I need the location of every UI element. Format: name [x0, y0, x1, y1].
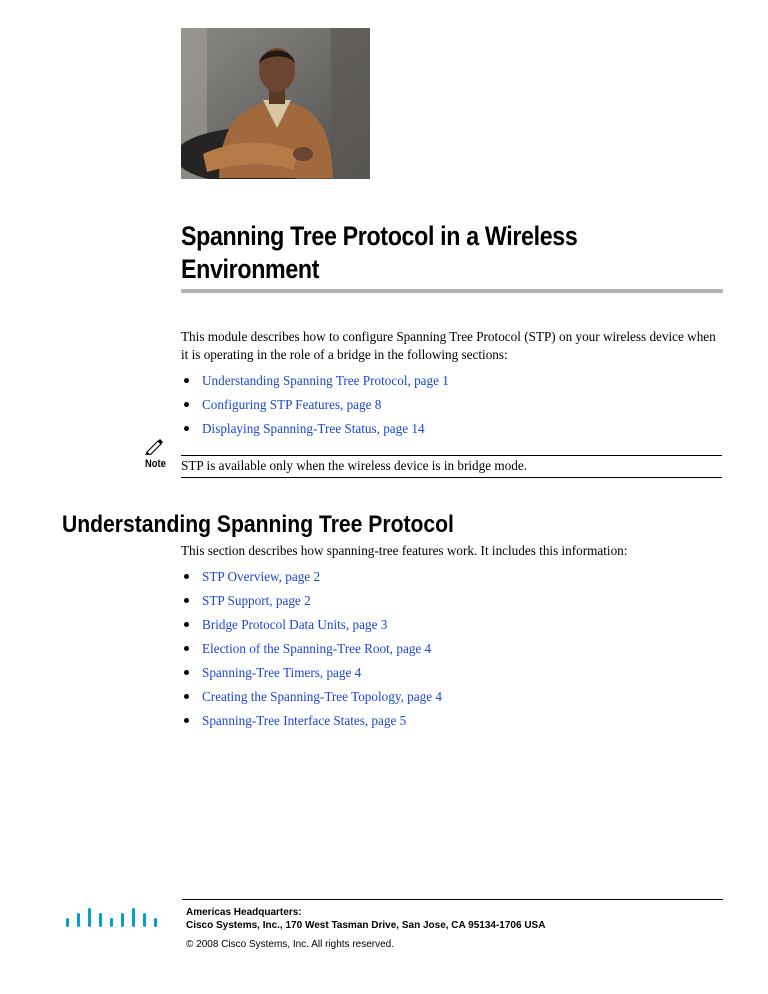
- section-link[interactable]: Election of the Spanning-Tree Root, page 4: [202, 641, 432, 656]
- intro-paragraph: This module describes how to configure Spanning Tree Protocol (STP) on your wireless device when it is operating in the role of a bridge in the following sections:: [181, 329, 716, 362]
- bullet-icon: [184, 670, 189, 675]
- toc-link[interactable]: Configuring STP Features, page 8: [202, 397, 382, 412]
- title-divider: [181, 289, 723, 293]
- section-link[interactable]: Creating the Spanning-Tree Topology, page 4: [202, 689, 442, 704]
- bullet-icon: [184, 402, 189, 407]
- note-bottom-rule: [181, 477, 722, 478]
- footer-divider: [182, 899, 723, 900]
- list-item: [181, 396, 449, 420]
- bullet-icon: [184, 646, 189, 651]
- list-item: [181, 640, 442, 664]
- list-item: [181, 664, 442, 688]
- bullet-icon: [184, 378, 189, 383]
- section-contents-list: [181, 568, 442, 736]
- document-title: Spanning Tree Protocol in a Wireless Environment: [181, 221, 578, 284]
- list-item: [181, 568, 442, 592]
- list-item: [181, 592, 442, 616]
- bullet-icon: [184, 426, 189, 431]
- cisco-bars-icon: [60, 905, 160, 931]
- hero-photo: [181, 28, 370, 179]
- copyright-notice: © 2008 Cisco Systems, Inc. All rights reserved.: [186, 939, 395, 950]
- bullet-icon: [184, 598, 189, 603]
- section-link[interactable]: Spanning-Tree Interface States, page 5: [202, 713, 407, 728]
- bullet-icon: [184, 694, 189, 699]
- list-item: [181, 616, 442, 640]
- section-link[interactable]: Bridge Protocol Data Units, page 3: [202, 617, 388, 632]
- list-item: [181, 688, 442, 712]
- note-text: STP is available only when the wireless device is in bridge mode.: [181, 458, 527, 473]
- section-intro: This section describes how spanning-tree features work. It includes this information:: [181, 543, 628, 558]
- list-item: [181, 712, 442, 736]
- toc-link[interactable]: Understanding Spanning Tree Protocol, page 1: [202, 373, 449, 388]
- section-link[interactable]: STP Support, page 2: [202, 593, 311, 608]
- bullet-icon: [184, 622, 189, 627]
- bullet-icon: [184, 574, 189, 579]
- section-heading: Understanding Spanning Tree Protocol: [62, 511, 454, 538]
- bullet-icon: [184, 718, 189, 723]
- cisco-logo: [60, 905, 160, 955]
- hq-address: Cisco Systems, Inc., 170 West Tasman Drive, San Jose, CA 95134-1706 USA: [186, 920, 546, 931]
- headquarters-address: [186, 906, 545, 932]
- list-item: [181, 420, 449, 444]
- toc-link[interactable]: Displaying Spanning-Tree Status, page 14: [202, 421, 425, 436]
- section-link[interactable]: Spanning-Tree Timers, page 4: [202, 665, 362, 680]
- section-link[interactable]: STP Overview, page 2: [202, 569, 321, 584]
- hq-label: Americas Headquarters:: [186, 907, 302, 918]
- pencil-icon: [143, 437, 165, 460]
- note-top-rule: [181, 455, 722, 456]
- list-item: [181, 372, 449, 396]
- note-label: Note: [145, 458, 166, 470]
- module-contents-list: [181, 372, 449, 444]
